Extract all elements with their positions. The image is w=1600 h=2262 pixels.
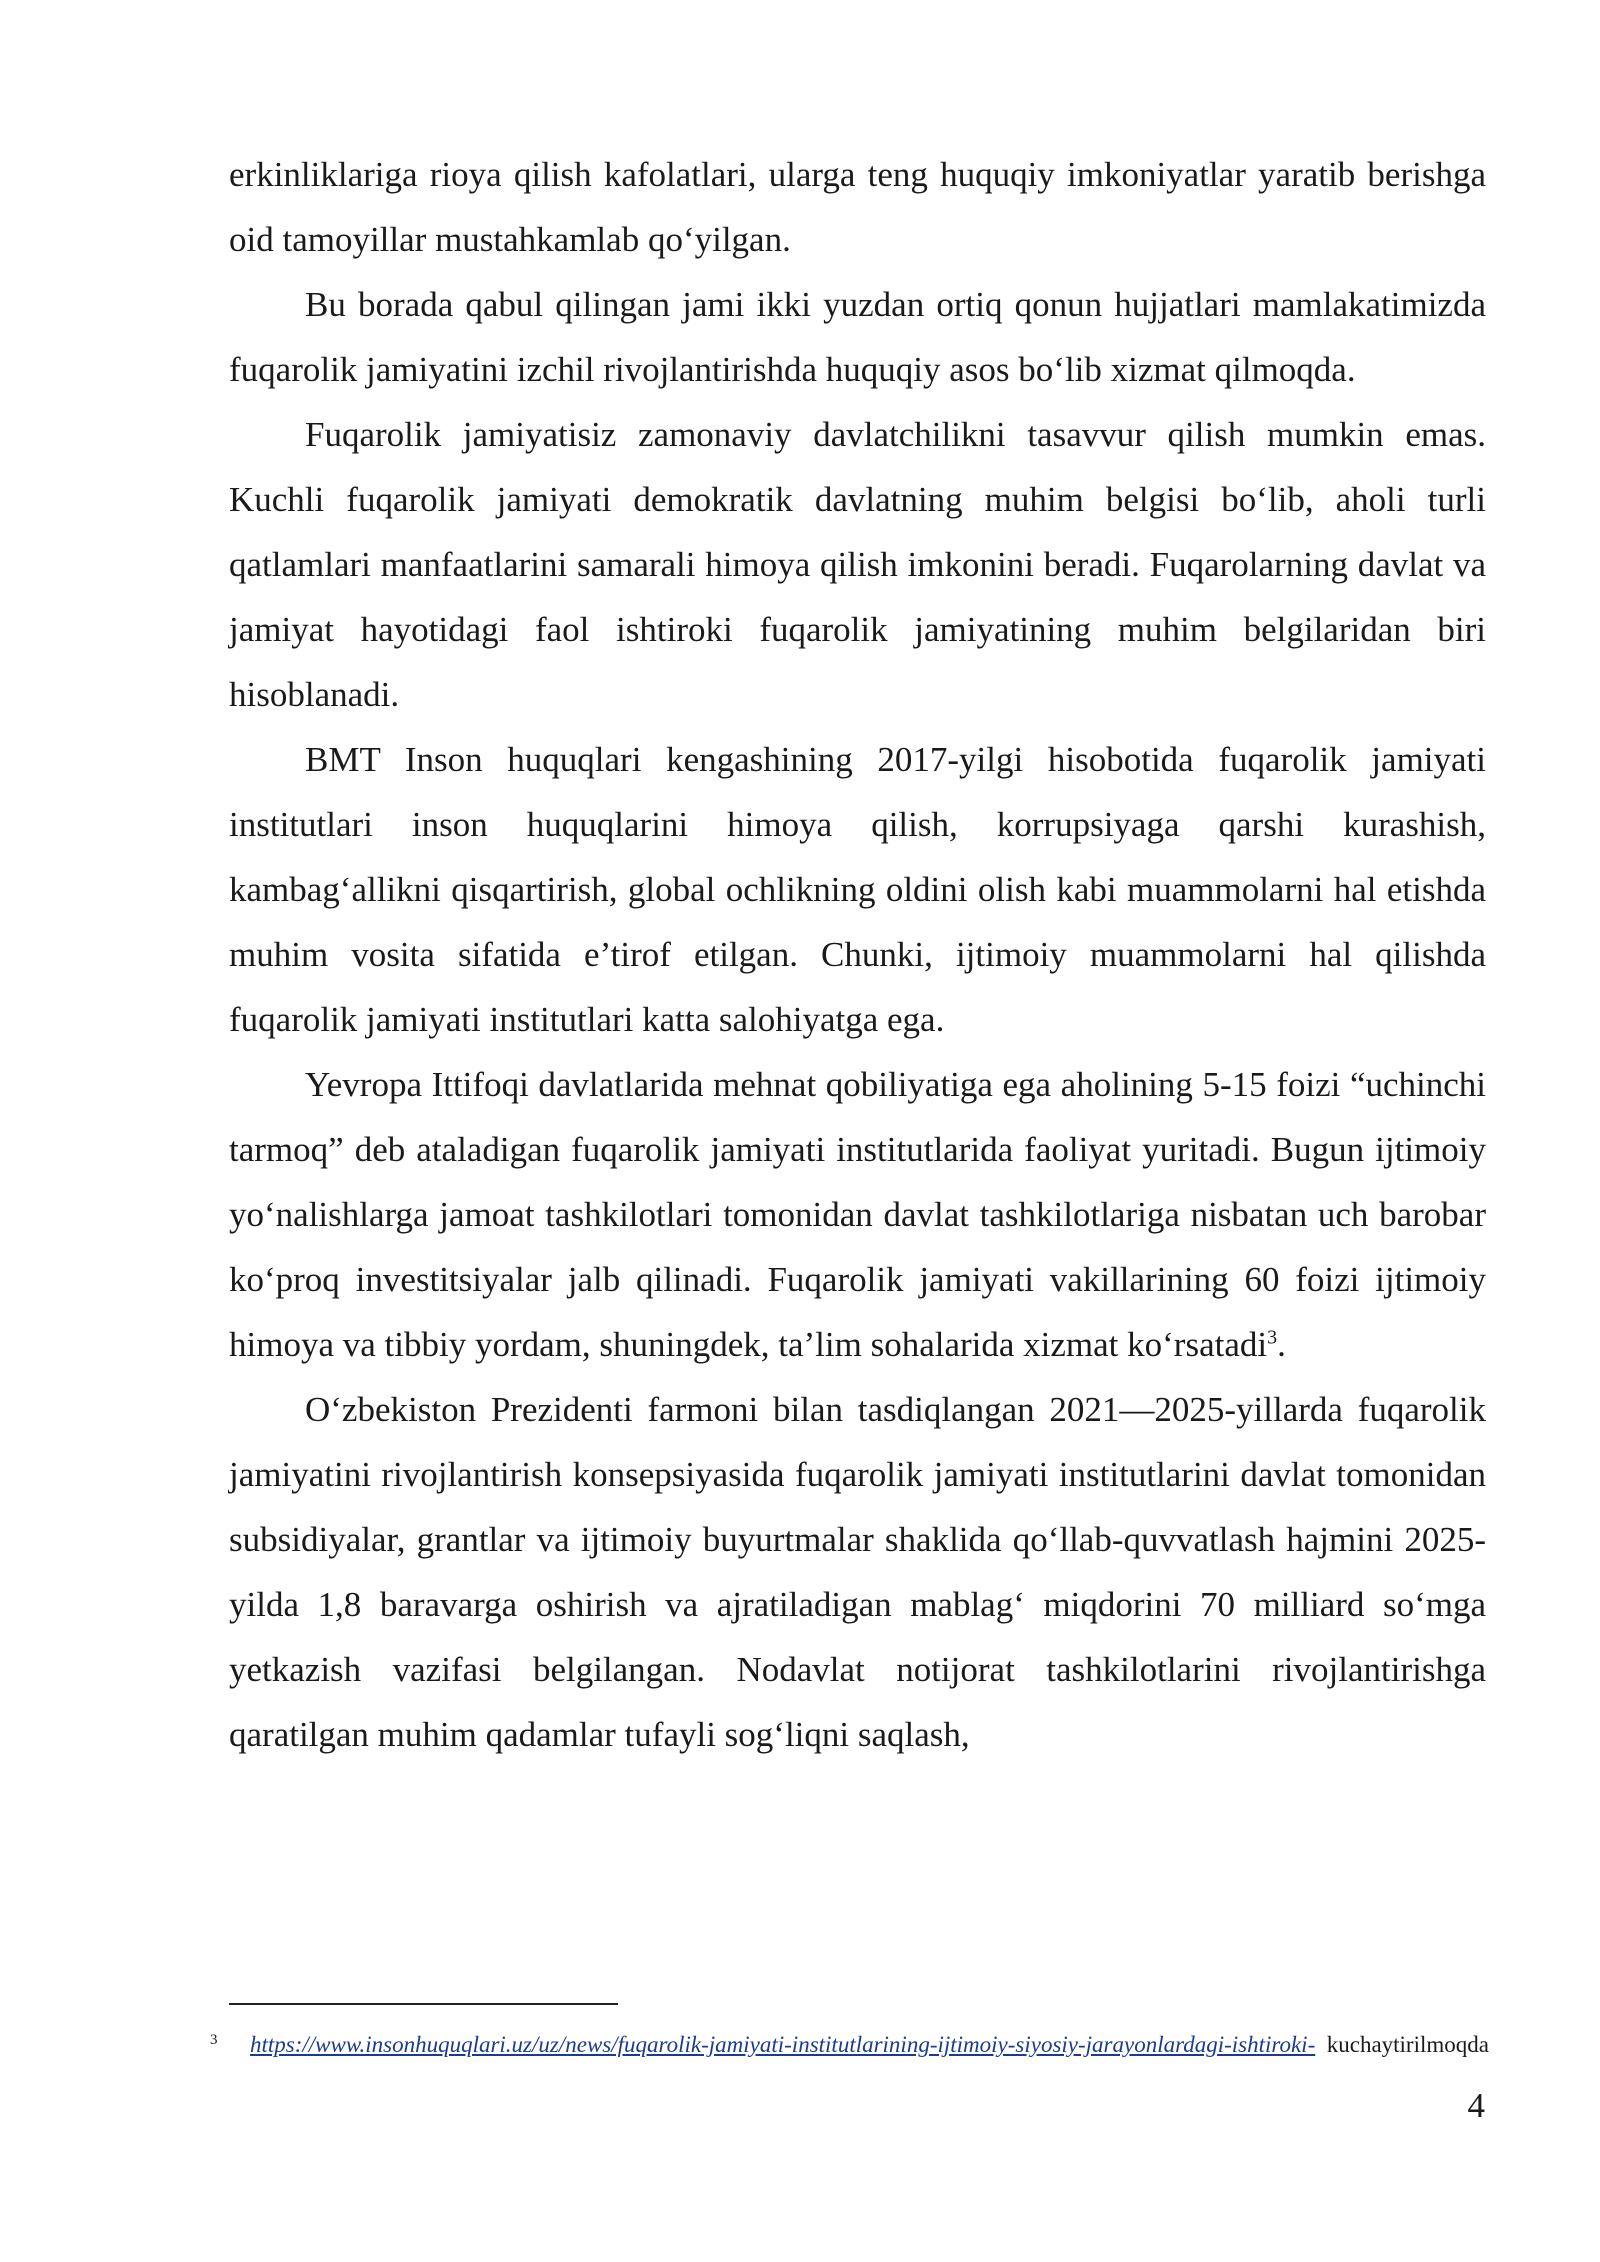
paragraph	[229, 142, 1486, 272]
paragraph	[229, 1052, 1486, 1377]
footnote-trailing-text: kuchaytirilmoqda	[1326, 2032, 1489, 2057]
paragraph	[229, 272, 1486, 402]
paragraph-text: Yevropa Ittifoqi davlatlarida mehnat qobiliyatiga ega aholining 5-15 foizi “uchinchi tarmoq” deb ataladigan fuqarolik jamiyati institutlarida faoliyat yuritadi. Bugun ijtimoiy yo‘nalishlarga jamoat tashkilotlari tomonidan davlat tashkilotlariga nisbatan uch barobar ko‘proq investitsiyalar jalb qilinadi. Fuqarolik jamiyati vakillarining 60 foizi ijtimoiy himoya va tibbiy yordam, shuningdek, ta’lim sohalarida xizmat ko‘rsatadi	[229, 1065, 1486, 1364]
footnote-reference[interactable]: 3	[1267, 1326, 1278, 1349]
footnote-separator	[229, 2003, 618, 2005]
paragraph	[229, 727, 1486, 1052]
paragraph-text: BMT Inson huquqlari kengashining 2017-yilgi hisobotida fuqarolik jamiyati institutlari inson huquqlarini himoya qilish, korrupsiyaga qarshi kurashish, kambag‘allikni qisqartirish, global ochlikning oldini olish kabi muammolarni hal etishda muhim vosita sifatida e’tirof etilgan. Chunki, ijtimoiy muammolarni hal qilishda fuqarolik jamiyati institutlari katta salohiyatga ega.	[229, 740, 1486, 1039]
paragraph-text: Fuqarolik jamiyatisiz zamonaviy davlatchilikni tasavvur qilish mumkin emas. Kuchli fuqarolik jamiyati demokratik davlatning muhim belgisi bo‘lib, aholi turli qatlamlari manfaatlarini samarali himoya qilish imkonini beradi. Fuqarolarning davlat va jamiyat hayotidagi faol ishtiroki fuqarolik jamiyatining muhim belgilaridan biri hisoblanadi.	[229, 415, 1486, 714]
paragraph-text: O‘zbekiston Prezidenti farmoni bilan tasdiqlangan 2021—2025-yillarda fuqarolik jamiyatini rivojlantirish konsepsiyasida fuqarolik jamiyati institutlarini davlat tomonidan subsidiyalar, grantlar va ijtimoiy buyurtmalar shaklida qo‘llab-quvvatlash hajmini 2025-yilda 1,8 baravarga oshirish va ajratiladigan mablag‘ miqdorini 70 milliard so‘mga yetkazish vazifasi belgilangan. Nodavlat notijorat tashkilotlarini rivojlantirishga qaratilgan muhim qadamlar tufayli sog‘liqni saqlash,	[229, 1390, 1486, 1754]
footnote	[210, 2024, 1510, 2061]
page-number: 4	[1467, 2086, 1485, 2125]
paragraph	[229, 1377, 1486, 1767]
paragraph	[229, 402, 1486, 727]
paragraph-text: Bu borada qabul qilingan jami ikki yuzdan ortiq qonun hujjatlari mamlakatimizda fuqarolik jamiyatini izchil rivojlantirishda huquqiy asos bo‘lib xizmat qilmoqda.	[229, 285, 1486, 389]
footnote-link[interactable]: https://www.insonhuquqlari.uz/uz/news/fuqarolik-jamiyati-institutlarining-ijtimoiy-siyosiy-jarayonlardagi-ishtiroki-	[250, 2032, 1316, 2057]
paragraph-end-punctuation: .	[1277, 1325, 1286, 1364]
body-text	[229, 142, 1486, 1767]
footnote-mark: 3	[210, 2032, 218, 2048]
paragraph-text: erkinliklariga rioya qilish kafolatlari, ularga teng huquqiy imkoniyatlar yaratib berishga oid tamoyillar mustahkamlab qo‘yilgan.	[229, 155, 1486, 259]
